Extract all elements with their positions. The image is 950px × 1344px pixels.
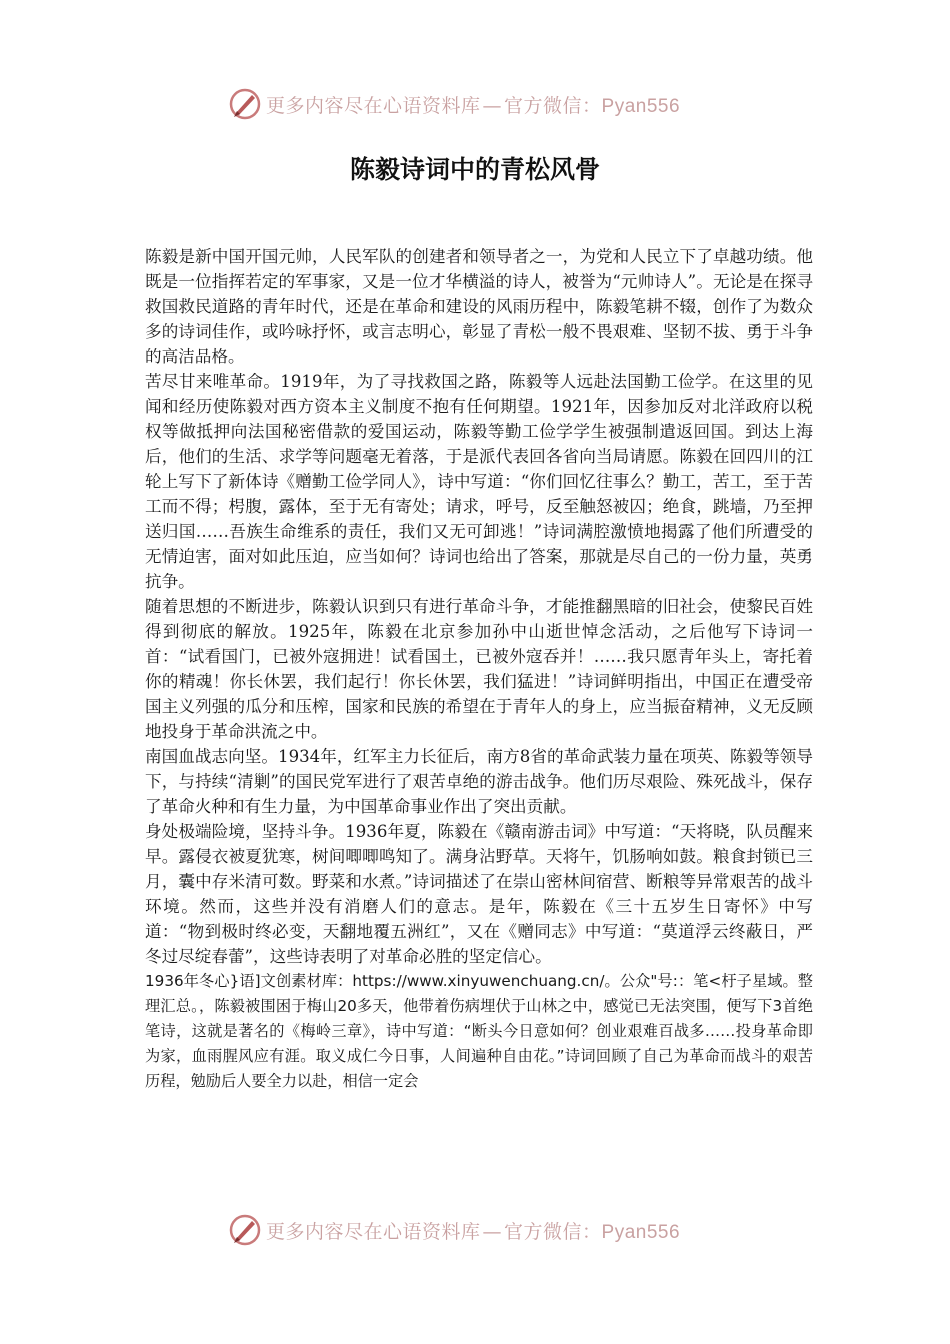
watermark-text — [266, 1217, 680, 1244]
watermark-banner-top — [228, 86, 788, 122]
watermark-label: 官方微信： — [504, 1220, 602, 1243]
paragraph: 1936年冬心}语]文创素材库：https://www.xinyuwenchuang.cn/。公众"号:：笔<杅子星域。整理汇总。，陈毅被围困于梅山20多天，他带着伤病埋伏于山林之中，感觉已无法突围，便写下3首绝笔诗，这就是著名的《梅岭三章》，诗中写道：“断头今日意如何？创业艰难百战多……投身革命即为家，血雨腥风应有涯。取义成仁今日事，人间遍种自由花。”诗词回顾了自己为革命而战斗的艰苦历程，勉励后人要全力以赴，相信一定会 — [145, 972, 813, 1090]
watermark-main-text: 更多内容尽在心语资料库 — [266, 94, 481, 117]
watermark-separator: — — [482, 94, 503, 117]
paragraph: 随着思想的不断进步，陈毅认识到只有进行革命斗争，才能推翻黑暗的旧社会，使黎民百姓得到彻底的解放。1925年，陈毅在北京参加孙中山逝世悼念活动，之后他写下诗词一首：“试看国门，已被外寇拥进！试看国土，已被外寇吞并！……我只愿青年头上，寄托着你的精魂！你长休罢，我们起行！你长休罢，我们猛进！”诗词鲜明指出，中国正在遭受帝国主义列强的瓜分和压榨，国家和民族的希望在于青年人的身上，应当振奋精神，义无反顾地投身于革命洪流之中。 — [145, 597, 813, 741]
watermark-text — [266, 91, 680, 118]
pen-logo-icon — [228, 87, 262, 121]
paragraph: 苦尽甘来唯革命。1919年，为了寻找救国之路，陈毅等人远赴法国勤工俭学。在这里的见闻和经历使陈毅对西方资本主义制度不抱有任何期望。1921年，因参加反对北洋政府以税权等做抵押向法国秘密借款的爱国运动，陈毅等勤工俭学学生被强制遣返回国。到达上海后，他们的生活、求学等问题毫无着落，于是派代表回各省向当局请愿。陈毅在回四川的江轮上写下了新体诗《赠勤工俭学同人》，诗中写道：“你们回忆往事么？勤工，苦工，至于苦工而不得；枵腹，露体，至于无有寄处；请求，呼号，反至触怒被囚；绝食，跳墙，乃至押送归国……吾族生命维系的责任，我们又无可卸逃！”诗词满腔激愤地揭露了他们所遭受的无情迫害，面对如此压迫，应当如何？诗词也给出了答案，那就是尽自己的一份力量，英勇抗争。 — [145, 372, 813, 591]
watermark-banner-bottom — [228, 1212, 788, 1248]
paragraph: 身处极端险境，坚持斗争。1936年夏，陈毅在《赣南游击词》中写道：“天将晓，队员醒来早。露侵衣被夏犹寒，树间唧唧鸣知了。满身沾野草。天将午，饥肠响如鼓。粮食封锁已三月，囊中存米清可数。野菜和水煮。”诗词描述了在崇山密林间宿营、断粮等异常艰苦的战斗环境。然而，这些并没有消磨人们的意志。是年，陈毅在《三十五岁生日寄怀》中写道：“物到极时终必变，天翻地覆五洲红”，又在《赠同志》中写道：“莫道浮云终蔽日，严冬过尽绽春蕾”，这些诗表明了对革命必胜的坚定信心。 — [145, 822, 813, 966]
watermark-main-text: 更多内容尽在心语资料库 — [266, 1220, 481, 1243]
watermark-label: 官方微信： — [504, 94, 602, 117]
article-body — [145, 244, 813, 1094]
paragraph: 陈毅是新中国开国元帅，人民军队的创建者和领导者之一，为党和人民立下了卓越功绩。他既是一位指挥若定的军事家，又是一位才华横溢的诗人，被誉为“元帅诗人”。无论是在探寻救国救民道路的青年时代，还是在革命和建设的风雨历程中，陈毅笔耕不辍，创作了为数众多的诗词佳作，或吟咏抒怀，或言志明心，彰显了青松一般不畏艰难、坚韧不拔、勇于斗争的高洁品格。 — [145, 247, 813, 366]
watermark-id: Pyan556 — [601, 1221, 681, 1243]
pen-logo-icon — [228, 1213, 262, 1247]
watermark-id: Pyan556 — [601, 95, 681, 117]
paragraph: 南国血战志向坚。1934年，红军主力长征后，南方8省的革命武装力量在项英、陈毅等领导下，与持续“清剿”的国民党军进行了艰苦卓绝的游击战争。他们历尽艰险、殊死战斗，保存了革命火种和有生力量，为中国革命事业作出了突出贡献。 — [145, 747, 813, 816]
page-title: 陈毅诗词中的青松风骨 — [349, 155, 600, 184]
watermark-separator: — — [482, 1220, 503, 1243]
